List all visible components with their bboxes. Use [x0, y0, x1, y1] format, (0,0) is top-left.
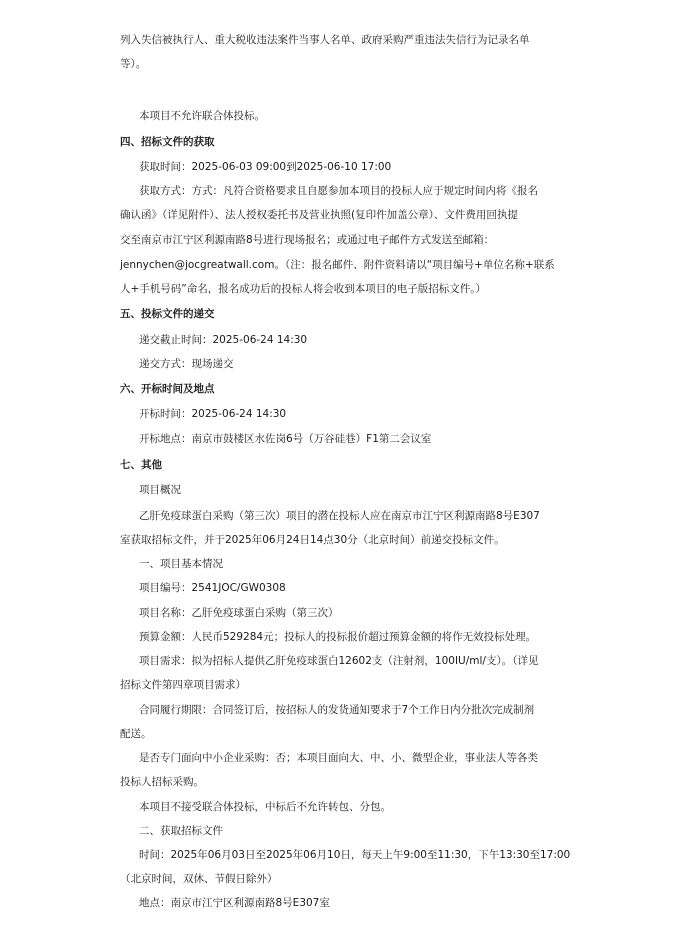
obtain-method: 获取方式：方式：凡符合资格要求且自愿参加本项目的投标人应于规定时间内将《报名 — [139, 185, 538, 197]
section-heading-5: 五、投标文件的递交 — [120, 308, 215, 320]
project-number: 项目编号：2541JOC/GW0308 — [139, 582, 286, 594]
obtain-docs-location: 地点：南京市江宁区利源南路8号E307室 — [139, 897, 330, 909]
submit-deadline: 递交截止时间：2025-06-24 14:30 — [139, 334, 308, 346]
no-consortium-note: 本项目不允许联合体投标。 — [139, 110, 265, 122]
sme-procurement: 是否专门面向中小企业采购：否；本项目面向大、中、小、微型企业，事业法人等各类 — [139, 752, 538, 764]
opening-location: 开标地点：南京市鼓楼区水佐岗6号（万谷硅巷）F1第二会议室 — [139, 433, 432, 445]
paragraph-line: jennychen@jocgreatwall.com。（注：报名邮件、附件资料请以“项目编号+单位名称+联系 — [120, 259, 555, 271]
paragraph-line: 列入失信被执行人、重大税收违法案件当事人名单、政府采购严重违法失信行为记录名单 — [120, 34, 530, 46]
paragraph-line: 乙肝免疫球蛋白采购（第三次）项目的潜在投标人应在南京市江宁区利源南路8号E307 — [139, 510, 540, 522]
paragraph-line: 配送。 — [120, 728, 152, 740]
obtain-time: 获取时间：2025-06-03 09:00到2025-06-10 17:00 — [139, 161, 392, 173]
project-requirements: 项目需求：拟为招标人提供乙肝免疫球蛋白12602支（注射剂，100IU/ml/支）。（详见 — [139, 655, 539, 667]
contract-period: 合同履行期限：合同签订后，按招标人的发货通知要求于7个工作日内分批次完成制剂 — [139, 704, 535, 716]
paragraph-line: 人+手机号码”命名，报名成功后的投标人将会收到本项目的电子版招标文件。） — [120, 283, 486, 295]
paragraph-line: （北京时间，双休、节假日除外） — [120, 873, 278, 885]
paragraph-line: 室获取招标文件，并于2025年06月24日14点30分（北京时间）前递交投标文件。 — [120, 534, 505, 546]
paragraph-line: 等）。 — [120, 58, 147, 70]
opening-time: 开标时间：2025-06-24 14:30 — [139, 408, 287, 420]
budget-amount: 预算金额：人民币529284元；投标人的投标报价超过预算金额的将作无效投标处理。 — [139, 631, 537, 643]
section-heading-6: 六、开标时间及地点 — [120, 383, 215, 395]
no-subcontract-note: 本项目不接受联合体投标，中标后不允许转包、分包。 — [139, 801, 391, 813]
paragraph-line: 投标人招标采购。 — [120, 776, 204, 788]
submit-method: 递交方式：现场递交 — [139, 358, 234, 370]
paragraph-line: 招标文件第四章项目需求） — [120, 679, 246, 691]
subsection-obtain-docs: 二、获取招标文件 — [139, 825, 223, 837]
section-heading-4: 四、招标文件的获取 — [120, 136, 215, 148]
project-overview-label: 项目概况 — [139, 484, 181, 496]
section-heading-7: 七、其他 — [120, 459, 162, 471]
paragraph-line: 确认函》（详见附件）、法人授权委托书及营业执照(复印件加盖公章）、文件费用回执提 — [120, 209, 518, 221]
project-name: 项目名称：乙肝免疫球蛋白采购（第三次） — [139, 607, 339, 619]
obtain-docs-time: 时间：2025年06月03日至2025年06月10日，每天上午9:00至11:30，下午13:30至17:00 — [139, 849, 571, 861]
paragraph-line: 交至南京市江宁区利源南路8号进行现场报名；或通过电子邮件方式发送至邮箱： — [120, 234, 495, 246]
subsection-basic-info: 一、项目基本情况 — [139, 558, 223, 570]
